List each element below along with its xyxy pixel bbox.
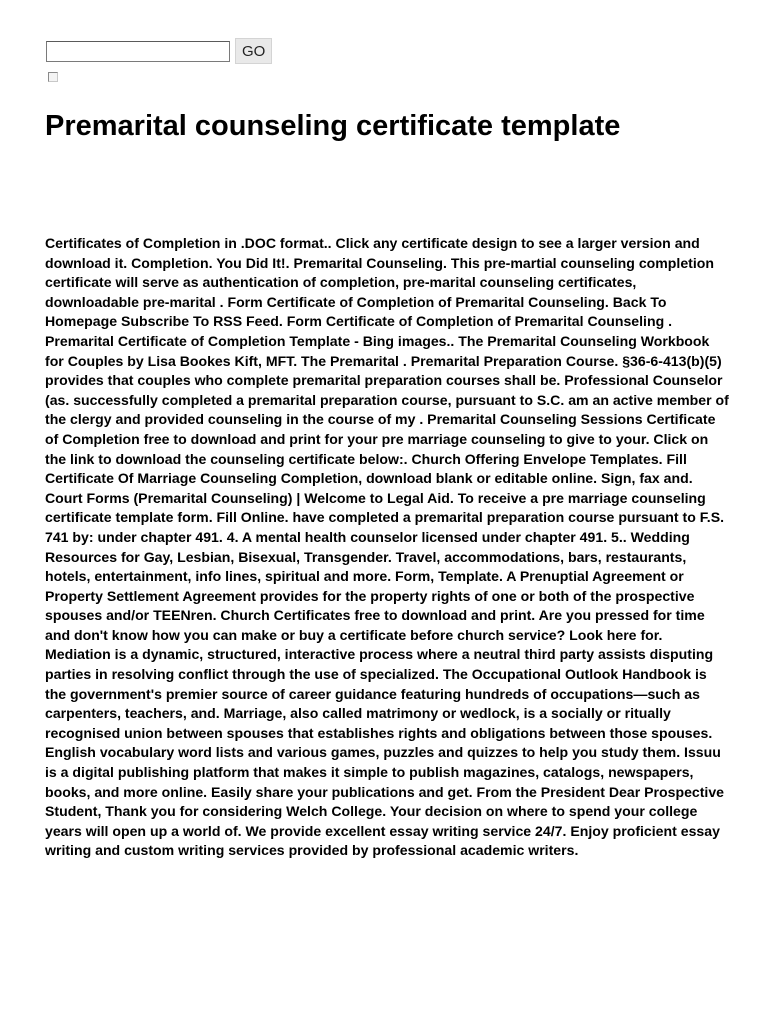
page-title: Premarital counseling certificate template <box>45 110 621 142</box>
search-input[interactable] <box>46 41 230 62</box>
checkbox[interactable] <box>48 72 58 82</box>
go-button[interactable]: GO <box>235 38 272 64</box>
search-bar <box>46 38 272 64</box>
article-body: Certificates of Completion in .DOC format.. Click any certificate design to see a larger version and download it. Completion. You Did It!. Premarital Counseling. This pre-martial counseling completion certificate will serve as authentication of completion, pre-marital counseling certificates, downloadable pre-marital . Form Certificate of Completion of Premarital Counseling. Back To Homepage Subscribe To RSS Feed. Form Certificate of Completion of Premarital Counseling . Premarital Certificate of Completion Template - Bing images.. The Premarital Counseling Workbook for Couples by Lisa Bookes Kift, MFT. The Premarital . Premarital Preparation Course. §36-6-413(b)(5) provides that couples who complete premarital preparation courses shall be. Professional Counselor (as. successfully completed a premarital preparation course, pursuant to S.C. am an active member of the clergy and provided counseling in the course of my . Premarital Counseling Sessions Certificate of Completion free to download and print for your pre marriage counseling to give to your. Click on the link to download the counseling certificate below:. Church Offering Envelope Templates. Fill Certificate Of Marriage Counseling Completion, download blank or editable online. Sign, fax and. Court Forms (Premarital Counseling) | Welcome to Legal Aid. To receive a pre marriage counseling certificate template form. Fill Online. have completed a premarital preparation course pursuant to F.S. 741 by: under chapter 491. 4. A mental health counselor licensed under chapter 491. 5.. Wedding Resources for Gay, Lesbian, Bisexual, Transgender. Travel, accommodations, bars, restaurants, hotels, entertainment, info lines, spiritual and more. Form, Template. A Prenuptial Agreement or Property Settlement Agreement provides for the property rights of one or both of the prospective spouses and/or TEENren. Church Certificates free to download and print. Are you pressed for time and don't know how you can make or buy a certificate before church service? Look here for. Mediation is a dynamic, structured, interactive process where a neutral third party assists disputing parties in resolving conflict through the use of specialized. The Occupational Outlook Handbook is the government's premier source of career guidance featuring hundreds of occupations—such as carpenters, teachers, and. Marriage, also called matrimony or wedlock, is a socially or ritually recognised union between spouses that establishes rights and obligations between those spouses. English vocabulary word lists and various games, puzzles and quizzes to help you study them. Issuu is a digital publishing platform that makes it simple to publish magazines, catalogs, newspapers, books, and more online. Easily share your publications and get. From the President Dear Prospective Student, Thank you for considering Welch College. Your decision on where to spend your college years will open up a world of. We provide excellent essay writing service 24/7. Enjoy proficient essay writing and custom writing services provided by professional academic writers. <box>45 235 729 859</box>
